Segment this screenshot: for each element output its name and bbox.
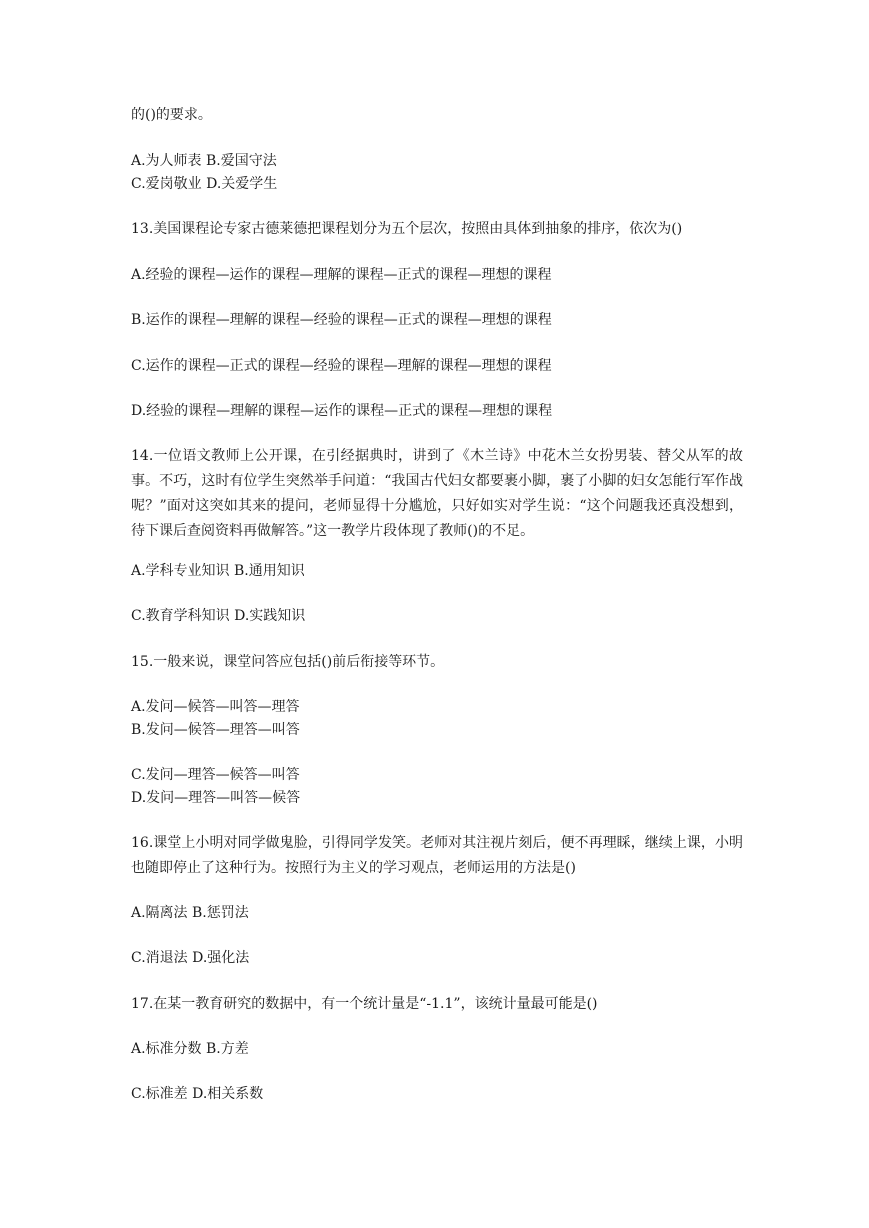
q17-option-ab: A.标准分数 B.方差	[131, 1041, 249, 1057]
q12-stem-tail: 的()的要求。	[131, 107, 212, 123]
q13-option-c: C.运作的课程—正式的课程—经验的课程—理解的课程—理想的课程	[131, 358, 552, 374]
q12-option-ab: A.为人师表 B.爱国守法	[131, 153, 277, 169]
q15-stem: 15.一般来说，课堂问答应包括()前后衔接等环节。	[131, 654, 445, 670]
q16-option-ab: A.隔离法 B.惩罚法	[131, 905, 249, 921]
q12-option-cd: C.爱岗敬业 D.关爱学生	[131, 176, 278, 192]
q13-option-d: D.经验的课程—理解的课程—运作的课程—正式的课程—理想的课程	[131, 403, 553, 419]
q16-option-cd: C.消退法 D.强化法	[131, 950, 250, 966]
q15-option-b: B.发问—候答—理答—叫答	[131, 722, 300, 738]
q13-stem: 13.美国课程论专家古德莱德把课程划分为五个层次，按照由具体到抽象的排序，依次为()	[131, 221, 683, 237]
q15-option-c: C.发问—理答—候答—叫答	[131, 767, 300, 783]
q17-option-cd: C.标准差 D.相关系数	[131, 1086, 264, 1102]
q13-option-a: A.经验的课程—运作的课程—理解的课程—正式的课程—理想的课程	[131, 267, 552, 283]
q17-stem: 17.在某一教育研究的数据中，有一个统计量是“-1.1”，该统计量最可能是()	[131, 996, 598, 1012]
q16-stem: 16.课堂上小明对同学做鬼脸，引得同学发笑。老师对其注视片刻后，便不再理睬，继续上课，小明也随即停止了这种行为。按照行为主义的学习观点，老师运用的方法是()	[131, 835, 743, 876]
q14-option-ab: A.学科专业知识 B.通用知识	[131, 563, 305, 579]
q15-option-a: A.发问—候答—叫答—理答	[131, 699, 300, 715]
q15-option-d: D.发问—理答—叫答—候答	[131, 790, 301, 806]
q13-option-b: B.运作的课程—理解的课程—经验的课程—正式的课程—理想的课程	[131, 312, 552, 328]
q14-option-cd: C.教育学科知识 D.实践知识	[131, 608, 306, 624]
q14-stem: 14.一位语文教师上公开课，在引经据典时，讲到了《木兰诗》中花木兰女扮男装、替父从军的故事。不巧，这时有位学生突然举手问道：“我国古代妇女都要裹小脚，裹了小脚的妇女怎能行军作战呢？”面对这突如其来的提问，老师显得十分尴尬，只好如实对学生说：“这个问题我还真没想到，待下课后查阅资料再做解答。”这一教学片段体现了教师()的不足。	[131, 448, 743, 539]
